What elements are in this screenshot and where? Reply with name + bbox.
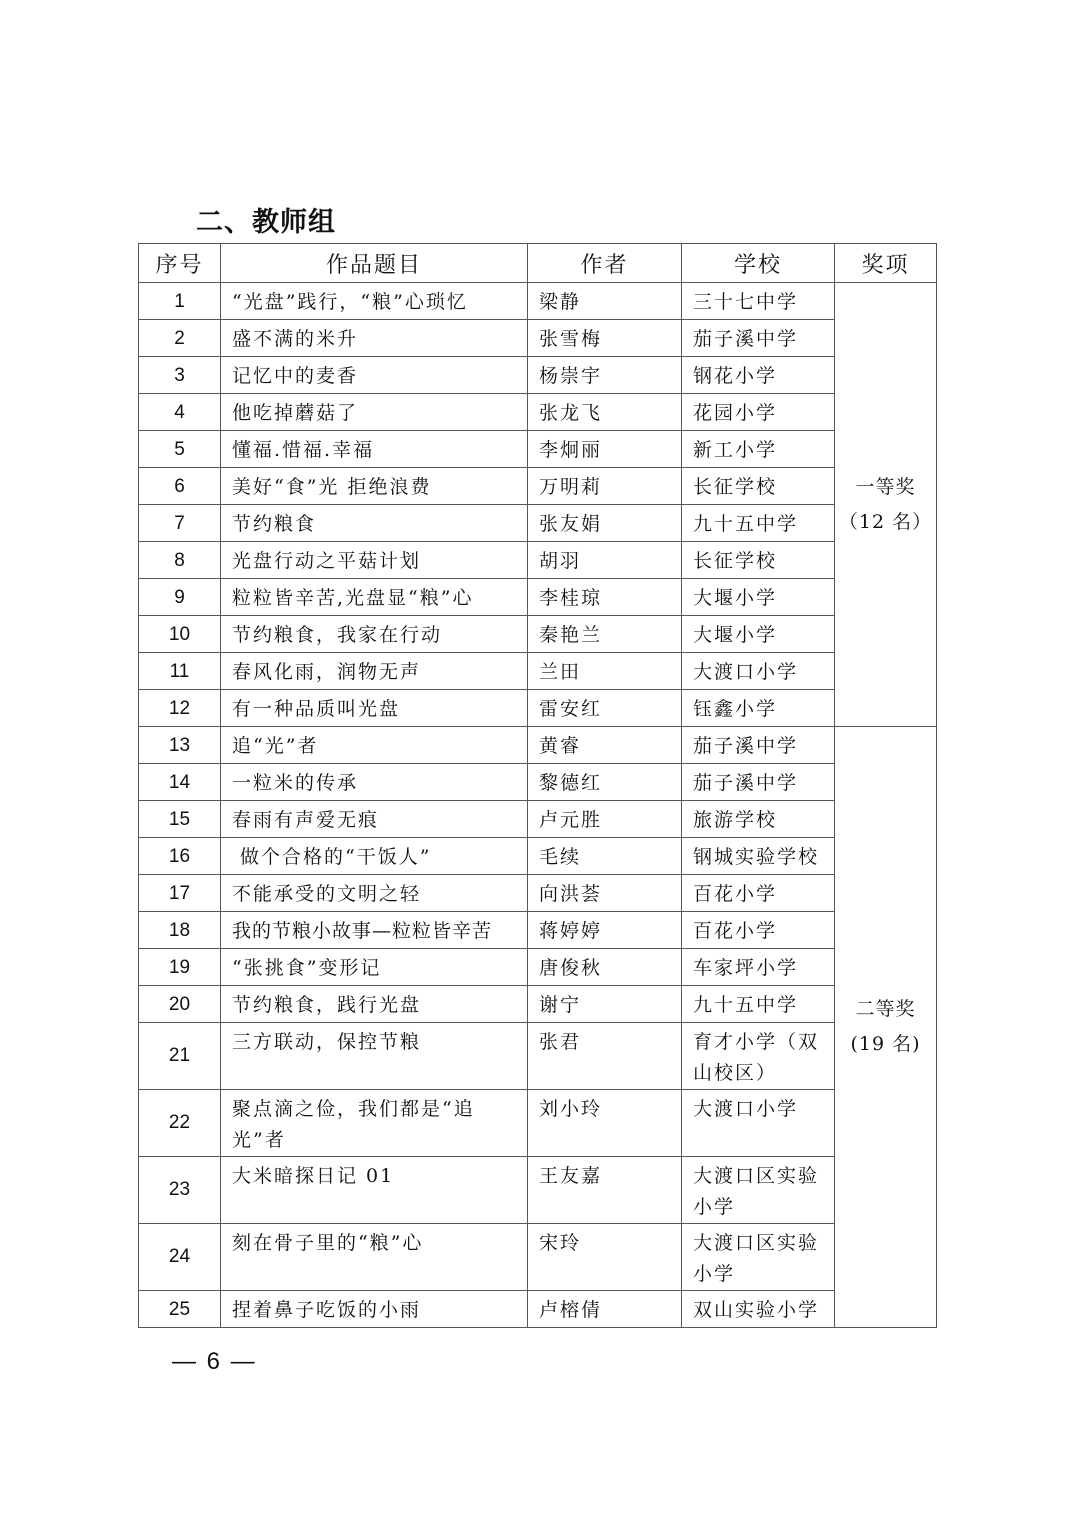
- row-number: 24: [139, 1224, 221, 1291]
- school-name: 大堰小学: [682, 616, 835, 653]
- author-name: 黎德红: [528, 764, 682, 801]
- author-name: 向洪荟: [528, 875, 682, 912]
- work-title: 有一种品质叫光盘: [221, 690, 528, 727]
- work-title: 我的节粮小故事—粒粒皆辛苦: [221, 912, 528, 949]
- row-number: 14: [139, 764, 221, 801]
- school-name: 钰鑫小学: [682, 690, 835, 727]
- page-number: — 6 —: [172, 1348, 257, 1375]
- school-name: 长征学校: [682, 542, 835, 579]
- table-row: [139, 838, 937, 875]
- author-name: 胡羽: [528, 542, 682, 579]
- work-title: 春雨有声爱无痕: [221, 801, 528, 838]
- school-name: 大渡口区实验小学: [682, 1224, 835, 1291]
- school-name: 茄子溪中学: [682, 764, 835, 801]
- author-name: 谢宁: [528, 986, 682, 1023]
- table-row: [139, 801, 937, 838]
- work-title: 一粒米的传承: [221, 764, 528, 801]
- author-name: 毛续: [528, 838, 682, 875]
- table-row: [139, 875, 937, 912]
- school-name: 大渡口区实验小学: [682, 1157, 835, 1224]
- author-name: 李炯丽: [528, 431, 682, 468]
- author-name: 张友娟: [528, 505, 682, 542]
- row-number: 12: [139, 690, 221, 727]
- row-number: 19: [139, 949, 221, 986]
- work-title: 记忆中的麦香: [221, 357, 528, 394]
- author-name: 秦艳兰: [528, 616, 682, 653]
- school-name: 茄子溪中学: [682, 320, 835, 357]
- school-name: 百花小学: [682, 912, 835, 949]
- author-name: 王友嘉: [528, 1157, 682, 1224]
- author-name: 张龙飞: [528, 394, 682, 431]
- author-name: 卢元胜: [528, 801, 682, 838]
- row-number: 8: [139, 542, 221, 579]
- row-number: 9: [139, 579, 221, 616]
- row-number: 25: [139, 1291, 221, 1328]
- author-name: 梁静: [528, 283, 682, 320]
- work-title: 不能承受的文明之轻: [221, 875, 528, 912]
- work-title: 聚点滴之俭，我们都是“追光”者: [221, 1090, 528, 1157]
- teacher-awards-table: [138, 243, 937, 1328]
- school-name: 长征学校: [682, 468, 835, 505]
- table-row: [139, 1291, 937, 1328]
- work-title: 春风化雨，润物无声: [221, 653, 528, 690]
- work-title: 粒粒皆辛苦,光盘显“粮”心: [221, 579, 528, 616]
- work-title: “光盘”践行，“粮”心琐忆: [221, 283, 528, 320]
- row-number: 18: [139, 912, 221, 949]
- work-title: 懂福.惜福.幸福: [221, 431, 528, 468]
- school-name: 九十五中学: [682, 986, 835, 1023]
- table-row: [139, 727, 937, 764]
- award-second-prize: [835, 727, 937, 1328]
- school-name: 大堰小学: [682, 579, 835, 616]
- award-count: （12 名）: [838, 510, 933, 533]
- table-row: [139, 616, 937, 653]
- table-row: [139, 912, 937, 949]
- author-name: 卢榕倩: [528, 1291, 682, 1328]
- table-row: [139, 986, 937, 1023]
- row-number: 21: [139, 1023, 221, 1090]
- school-name: 新工小学: [682, 431, 835, 468]
- table-header-row: [139, 244, 937, 283]
- author-name: 雷安红: [528, 690, 682, 727]
- table-row: [139, 505, 937, 542]
- work-title: 节约粮食: [221, 505, 528, 542]
- school-name: 九十五中学: [682, 505, 835, 542]
- work-title: 他吃掉蘑菇了: [221, 394, 528, 431]
- column-header-title: 作品题目: [221, 244, 528, 283]
- row-number: 13: [139, 727, 221, 764]
- row-number: 3: [139, 357, 221, 394]
- author-name: 杨崇宇: [528, 357, 682, 394]
- row-number: 7: [139, 505, 221, 542]
- award-name: 一等奖: [855, 475, 916, 498]
- award-name: 二等奖: [855, 998, 916, 1020]
- school-name: 大渡口小学: [682, 1090, 835, 1157]
- table-row: [139, 283, 937, 320]
- table-row: [139, 1090, 937, 1157]
- school-name: 大渡口小学: [682, 653, 835, 690]
- row-number: 16: [139, 838, 221, 875]
- row-number: 15: [139, 801, 221, 838]
- row-number: 23: [139, 1157, 221, 1224]
- table-row: [139, 653, 937, 690]
- table-row: [139, 320, 937, 357]
- school-name: 钢花小学: [682, 357, 835, 394]
- school-name: 旅游学校: [682, 801, 835, 838]
- work-title: 大米暗探日记 01: [221, 1157, 528, 1224]
- award-count: (19 名): [850, 1033, 921, 1055]
- table-row: [139, 542, 937, 579]
- work-title: 三方联动，保控节粮: [221, 1023, 528, 1090]
- row-number: 1: [139, 283, 221, 320]
- table-row: [139, 1224, 937, 1291]
- table-row: [139, 579, 937, 616]
- school-name: 双山实验小学: [682, 1291, 835, 1328]
- table-row: [139, 764, 937, 801]
- column-header-award: 奖项: [835, 244, 937, 283]
- work-title: “张挑食”变形记: [221, 949, 528, 986]
- work-title: 盛不满的米升: [221, 320, 528, 357]
- column-header-school: 学校: [682, 244, 835, 283]
- row-number: 4: [139, 394, 221, 431]
- school-name: 茄子溪中学: [682, 727, 835, 764]
- school-name: 育才小学（双山校区）: [682, 1023, 835, 1090]
- row-number: 5: [139, 431, 221, 468]
- table-row: [139, 690, 937, 727]
- work-title: 做个合格的“干饭人”: [221, 838, 528, 875]
- table-row: [139, 1157, 937, 1224]
- work-title: 节约粮食，我家在行动: [221, 616, 528, 653]
- column-header-number: 序号: [139, 244, 221, 283]
- row-number: 6: [139, 468, 221, 505]
- author-name: 蒋婷婷: [528, 912, 682, 949]
- table-row: [139, 949, 937, 986]
- school-name: 三十七中学: [682, 283, 835, 320]
- author-name: 兰田: [528, 653, 682, 690]
- author-name: 张雪梅: [528, 320, 682, 357]
- table-row: [139, 468, 937, 505]
- row-number: 17: [139, 875, 221, 912]
- work-title: 追“光”者: [221, 727, 528, 764]
- author-name: 宋玲: [528, 1224, 682, 1291]
- table-row: [139, 431, 937, 468]
- column-header-author: 作者: [528, 244, 682, 283]
- school-name: 车家坪小学: [682, 949, 835, 986]
- row-number: 11: [139, 653, 221, 690]
- row-number: 20: [139, 986, 221, 1023]
- school-name: 钢城实验学校: [682, 838, 835, 875]
- work-title: 美好“食”光 拒绝浪费: [221, 468, 528, 505]
- section-title: 二、教师组: [196, 207, 336, 238]
- work-title: 捏着鼻子吃饭的小雨: [221, 1291, 528, 1328]
- work-title: 刻在骨子里的“粮”心: [221, 1224, 528, 1291]
- row-number: 10: [139, 616, 221, 653]
- work-title: 光盘行动之平菇计划: [221, 542, 528, 579]
- table-row: [139, 357, 937, 394]
- award-first-prize: [835, 283, 937, 727]
- row-number: 2: [139, 320, 221, 357]
- author-name: 刘小玲: [528, 1090, 682, 1157]
- author-name: 唐俊秋: [528, 949, 682, 986]
- author-name: 张君: [528, 1023, 682, 1090]
- author-name: 黄睿: [528, 727, 682, 764]
- table-row: [139, 394, 937, 431]
- table-row: [139, 1023, 937, 1090]
- school-name: 花园小学: [682, 394, 835, 431]
- author-name: 李桂琼: [528, 579, 682, 616]
- row-number: 22: [139, 1090, 221, 1157]
- work-title: 节约粮食，践行光盘: [221, 986, 528, 1023]
- author-name: 万明莉: [528, 468, 682, 505]
- school-name: 百花小学: [682, 875, 835, 912]
